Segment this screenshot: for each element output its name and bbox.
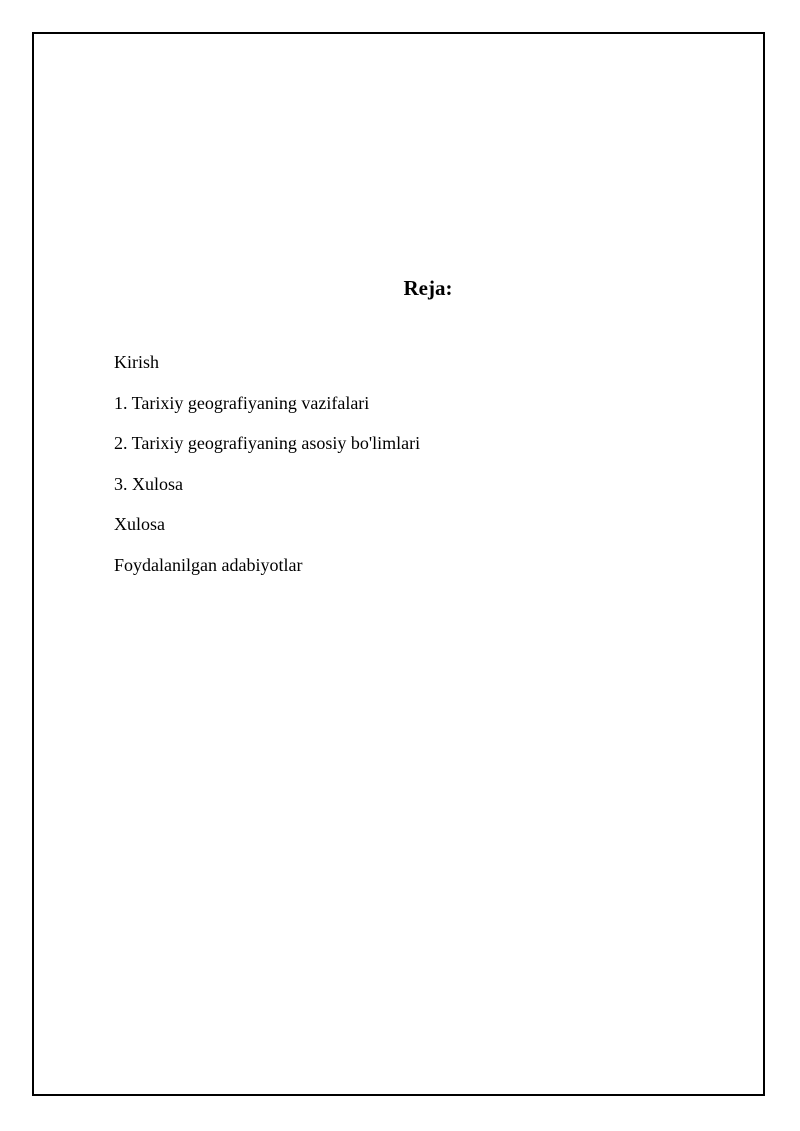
plan-item-references: Foydalanilgan adabiyotlar [114,554,303,575]
plan-item-2: 2. Tarixiy geografiyaning asosiy bo'limlari [114,433,421,453]
plan-list [114,350,420,593]
plan-item-1: 1. Tarixiy geografiyaning vazifalari [114,392,370,413]
plan-item-introduction: Kirish [114,352,159,372]
plan-item-3: 3. Xulosa [114,473,183,494]
plan-item-conclusion: Xulosa [114,514,165,534]
page-title: Reja: [403,276,453,300]
